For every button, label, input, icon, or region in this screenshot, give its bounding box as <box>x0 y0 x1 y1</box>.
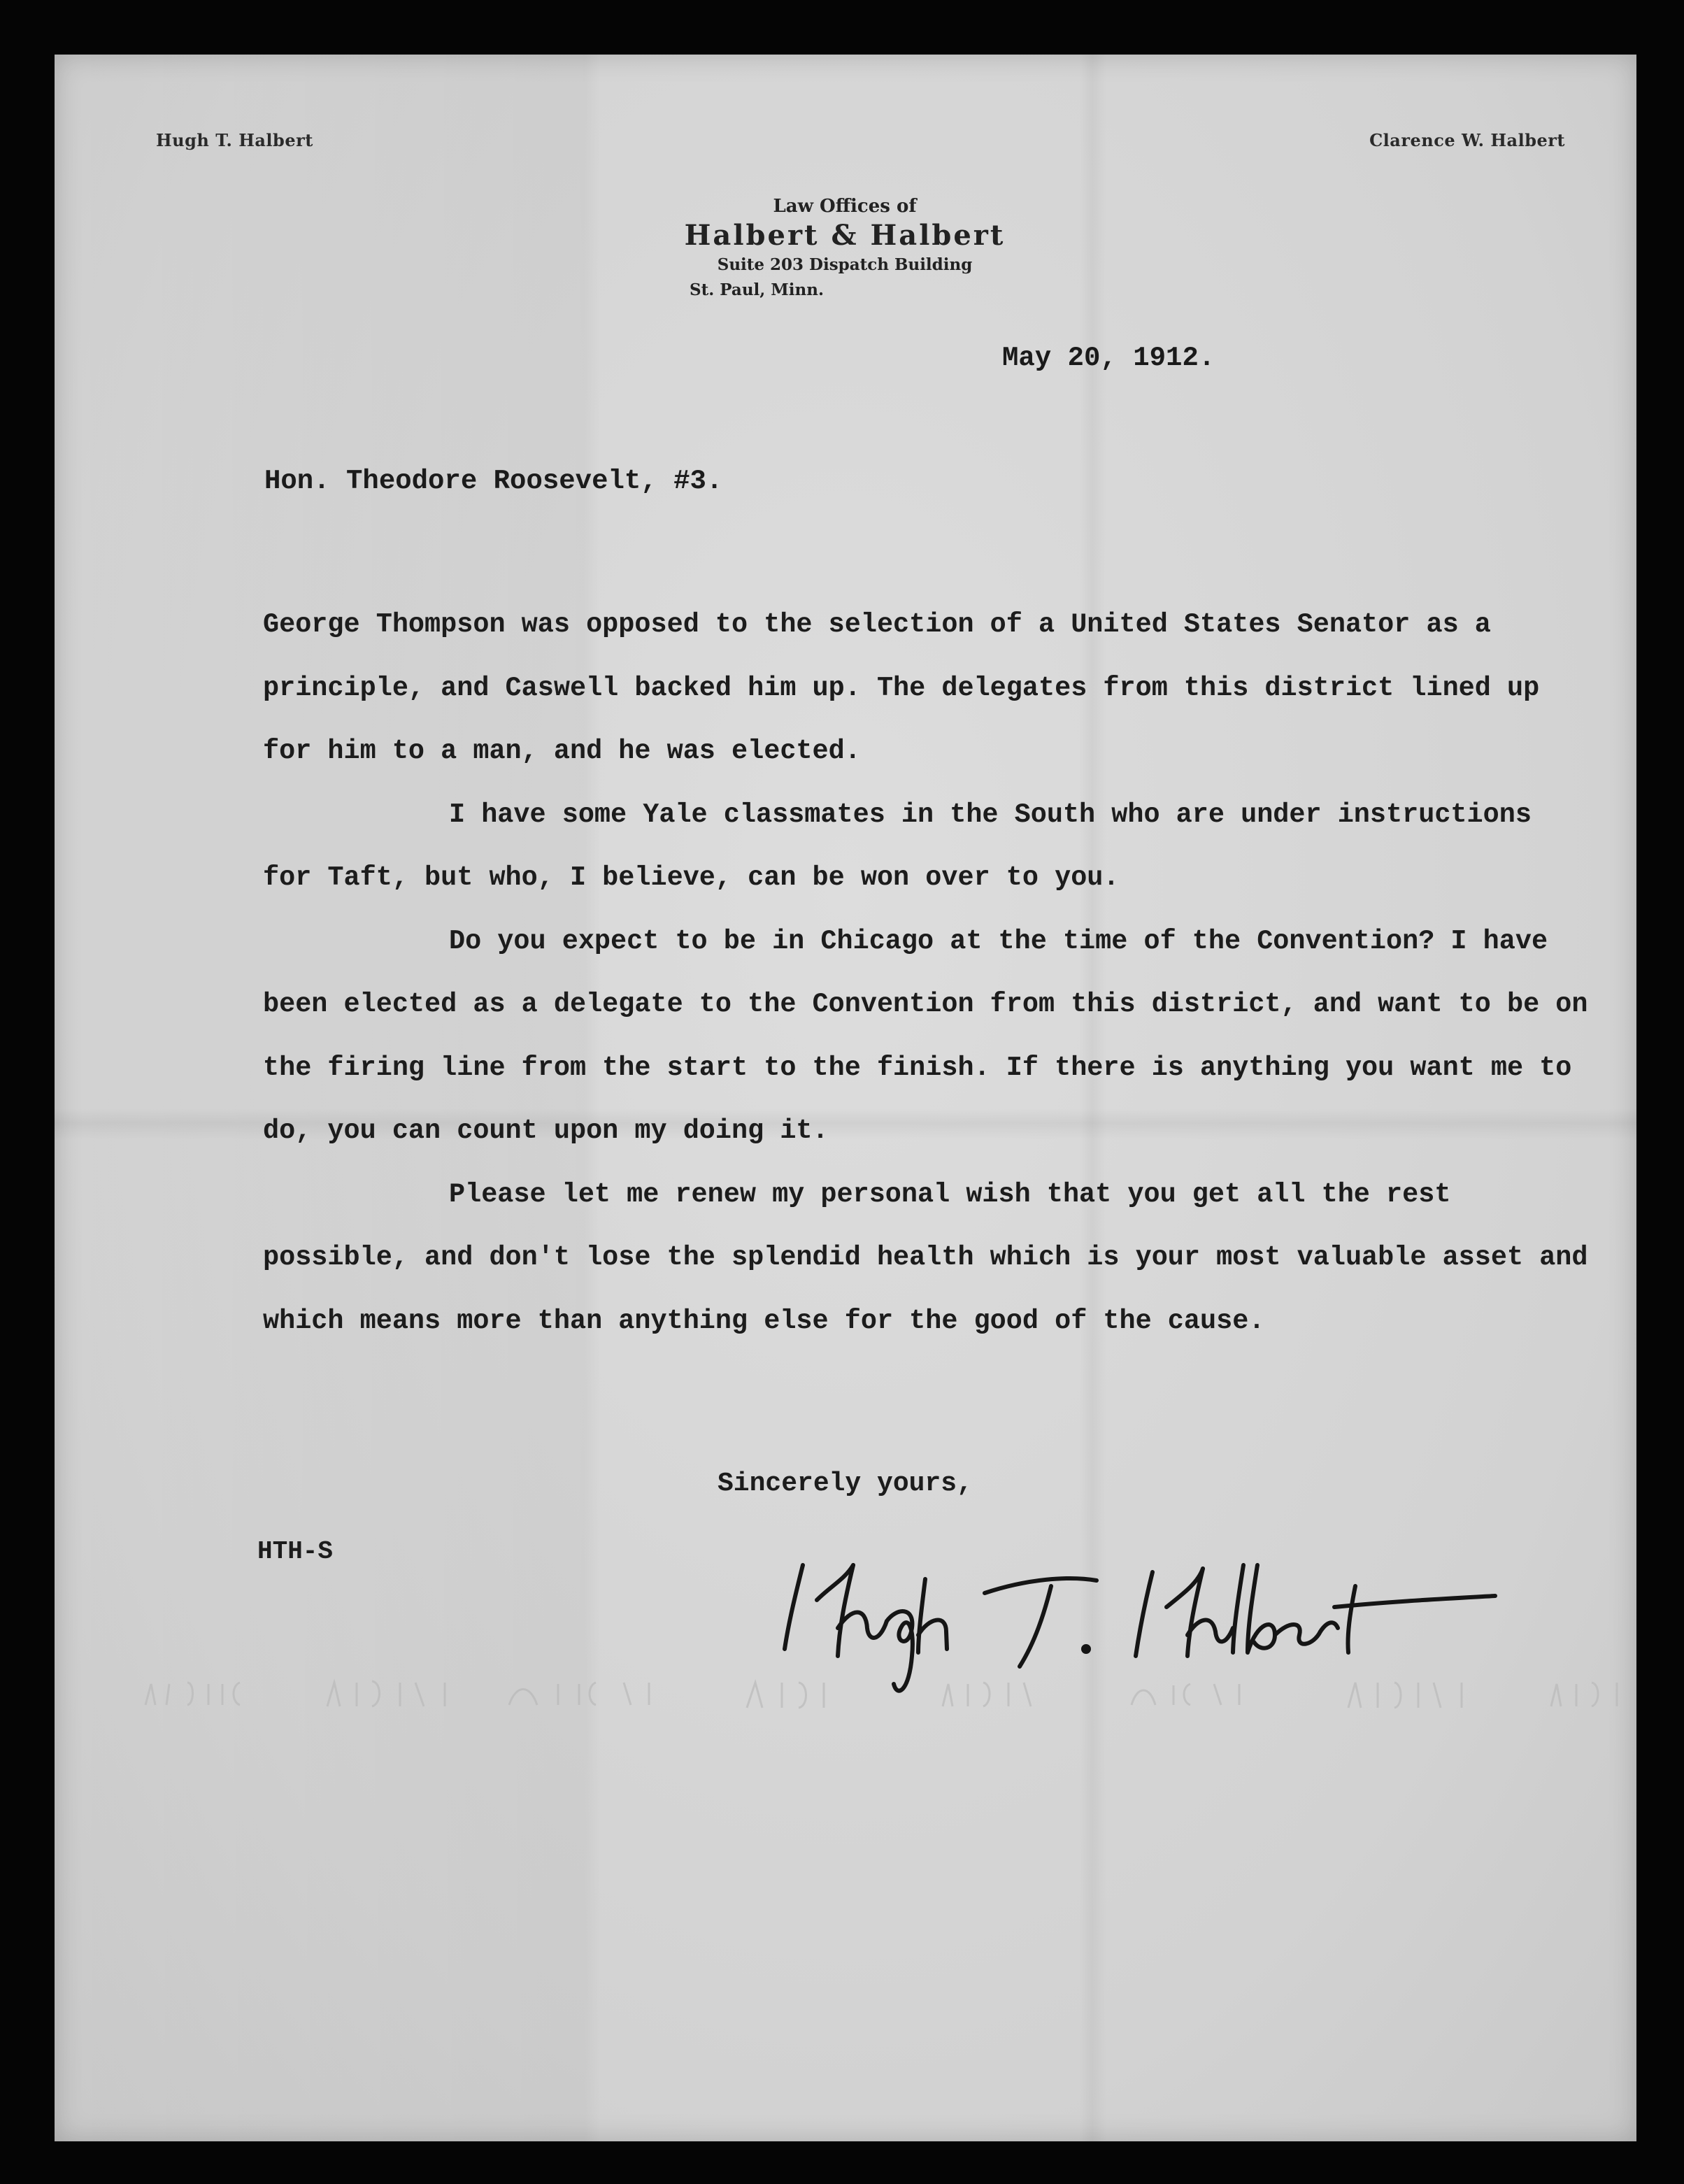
handwritten-signature <box>775 1537 1502 1698</box>
letterhead-firm-name: Halbert & Halbert <box>684 219 1006 252</box>
salutation: Hon. Theodore Roosevelt, #3. <box>264 466 723 497</box>
paragraph-2: I have some Yale classmates in the South who are under instructions for Taft, but who, I believe, can be won over to you. <box>263 799 1532 893</box>
paragraph-3: Do you expect to be in Chicago at the time of the Convention? I have been elected as a delegate to the Convention from this district, and want to be on the firing line from the start to the finish. If there is anything you want me to do, you can count upon my doing it. <box>263 925 1588 1146</box>
letterhead-suite: Suite 203 Dispatch Building <box>717 255 973 274</box>
header-right-name: Clarence W. Halbert <box>1369 130 1565 150</box>
typist-initials: HTH-S <box>257 1537 334 1566</box>
paragraph-4: Please let me renew my personal wish that you get all the rest possible, and don't lose the splendid health which is your most valuable asset and which means more than anything else for the good of the cause. <box>263 1178 1588 1336</box>
letter-body <box>263 593 1592 1352</box>
letterhead-city: St. Paul, Minn. <box>690 280 824 299</box>
letter-date: May 20, 1912. <box>1002 343 1215 373</box>
letterhead <box>607 194 1083 302</box>
letterhead-offices: Law Offices of <box>773 196 917 217</box>
closing: Sincerely yours, <box>718 1469 973 1499</box>
paragraph-1: George Thompson was opposed to the selection of a United States Senator as a principle, and Caswell backed him up. The delegates from this district lined up for him to a man, and he was elected. <box>263 609 1540 766</box>
letter-page <box>55 55 1636 2141</box>
header-left-name: Hugh T. Halbert <box>156 130 313 150</box>
